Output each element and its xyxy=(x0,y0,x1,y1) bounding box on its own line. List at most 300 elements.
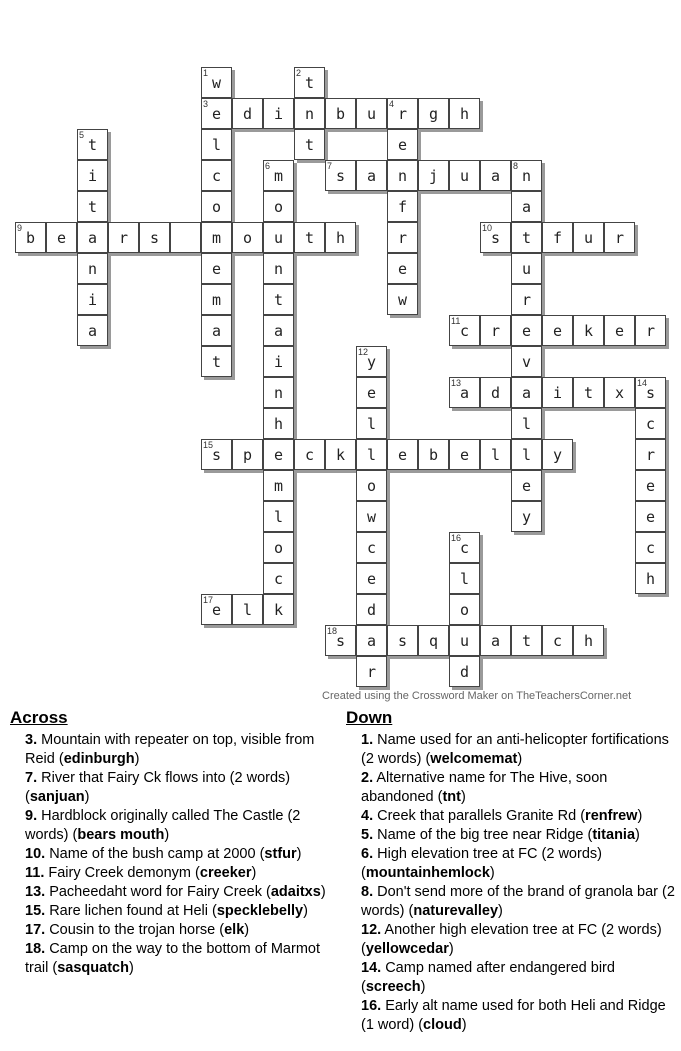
grid-cell[interactable] xyxy=(573,315,604,346)
cell-letter: c xyxy=(459,538,470,557)
grid-cell[interactable] xyxy=(635,377,666,408)
grid-cell[interactable] xyxy=(294,222,325,253)
cell-letter: e xyxy=(397,445,408,464)
grid-cell[interactable] xyxy=(480,377,511,408)
grid-cell[interactable] xyxy=(263,532,294,563)
grid-cell[interactable] xyxy=(511,160,542,191)
grid-cell[interactable] xyxy=(573,377,604,408)
grid-cell[interactable] xyxy=(325,160,356,191)
clue-item xyxy=(361,997,676,1035)
cell-letter: h xyxy=(645,569,656,588)
clue-text: Rare lichen found at Heli ( xyxy=(45,903,217,919)
cell-letter: t xyxy=(304,135,315,154)
grid-cell[interactable] xyxy=(356,346,387,377)
grid-cell[interactable] xyxy=(294,67,325,98)
clue-text: Camp on the way to the bottom of Marmot trail ( xyxy=(25,941,320,976)
grid-cell[interactable] xyxy=(77,222,108,253)
grid-cell[interactable] xyxy=(356,501,387,532)
clue-number: 1 xyxy=(203,68,209,78)
grid-cell[interactable] xyxy=(635,470,666,501)
clue-answer: specklebelly xyxy=(216,903,304,919)
clue-answer: bears mouth xyxy=(77,827,165,843)
cell-letter: a xyxy=(366,631,377,650)
clue-number: 5. xyxy=(361,827,374,843)
cell-letter: c xyxy=(552,631,563,650)
grid-cell[interactable] xyxy=(201,222,232,253)
cell-letter: t xyxy=(211,352,222,371)
grid-cell[interactable] xyxy=(511,408,542,439)
cell-letter: i xyxy=(273,352,284,371)
cell-letter: l xyxy=(242,600,253,619)
clue-close: ) xyxy=(84,789,90,805)
cell-letter: a xyxy=(459,383,470,402)
grid-cell[interactable] xyxy=(170,222,201,253)
cell-letter: o xyxy=(211,197,222,216)
grid-cell[interactable] xyxy=(356,160,387,191)
grid-cell[interactable] xyxy=(263,315,294,346)
grid-cell[interactable] xyxy=(635,315,666,346)
down-clues xyxy=(346,708,676,1035)
grid-cell[interactable] xyxy=(263,191,294,222)
clue-number: 9. xyxy=(25,808,38,824)
grid-cell[interactable] xyxy=(542,315,573,346)
grid-cell[interactable] xyxy=(356,563,387,594)
cell-letter: e xyxy=(211,600,222,619)
clue-number: 6. xyxy=(361,846,374,862)
grid-cell[interactable] xyxy=(263,563,294,594)
cell-letter: o xyxy=(273,197,284,216)
cell-letter: a xyxy=(87,321,98,340)
grid-cell[interactable] xyxy=(232,594,263,625)
grid-cell[interactable] xyxy=(387,222,418,253)
grid-cell[interactable] xyxy=(387,253,418,284)
grid-cell[interactable] xyxy=(449,439,480,470)
grid-cell[interactable] xyxy=(449,532,480,563)
grid-cell[interactable] xyxy=(325,625,356,656)
cell-letter: x xyxy=(614,383,625,402)
clue-text: Mountain with repeater on top, visible from Reid ( xyxy=(25,732,315,767)
cell-letter: d xyxy=(490,383,501,402)
grid-cell[interactable] xyxy=(480,625,511,656)
grid-cell[interactable] xyxy=(418,625,449,656)
cell-letter: i xyxy=(87,290,98,309)
grid-cell[interactable] xyxy=(635,563,666,594)
cell-letter: r xyxy=(490,321,501,340)
clue-close: ) xyxy=(164,827,170,843)
cell-letter: r xyxy=(614,228,625,247)
down-heading: Down xyxy=(346,708,393,727)
cell-letter: a xyxy=(87,228,98,247)
cell-letter: e xyxy=(552,321,563,340)
grid-cell[interactable] xyxy=(387,625,418,656)
cell-letter: g xyxy=(428,104,439,123)
clue-item xyxy=(25,883,335,902)
cell-letter: t xyxy=(521,228,532,247)
grid-cell[interactable] xyxy=(418,439,449,470)
cell-letter: w xyxy=(397,290,408,309)
grid-cell[interactable] xyxy=(201,160,232,191)
grid-cell[interactable] xyxy=(263,253,294,284)
clue-text: Don't send more of the brand of granola bar (2 words) ( xyxy=(361,884,675,919)
grid-cell[interactable] xyxy=(201,594,232,625)
cell-letter: e xyxy=(397,259,408,278)
grid-cell[interactable] xyxy=(77,315,108,346)
grid-cell[interactable] xyxy=(480,222,511,253)
grid-cell[interactable] xyxy=(480,160,511,191)
grid-cell[interactable] xyxy=(77,191,108,222)
cell-letter: l xyxy=(211,135,222,154)
grid-cell[interactable] xyxy=(635,439,666,470)
grid-cell[interactable] xyxy=(511,346,542,377)
cell-letter: u xyxy=(273,228,284,247)
clue-item xyxy=(361,845,676,883)
cell-letter: d xyxy=(459,662,470,681)
clue-answer: renfrew xyxy=(585,808,638,824)
grid-cell[interactable] xyxy=(480,315,511,346)
grid-cell[interactable] xyxy=(263,160,294,191)
grid-cell[interactable] xyxy=(511,315,542,346)
cell-letter: r xyxy=(645,321,656,340)
clue-number: 2 xyxy=(296,68,302,78)
clue-number: 15 xyxy=(203,440,214,450)
grid-cell[interactable] xyxy=(15,222,46,253)
clue-number: 12 xyxy=(358,347,369,357)
grid-cell[interactable] xyxy=(77,284,108,315)
grid-cell[interactable] xyxy=(635,532,666,563)
cell-letter: b xyxy=(335,104,346,123)
grid-cell[interactable] xyxy=(387,98,418,129)
cell-letter: e xyxy=(211,104,222,123)
grid-cell[interactable] xyxy=(201,98,232,129)
grid-cell[interactable] xyxy=(356,439,387,470)
cell-letter: m xyxy=(273,476,284,495)
cell-letter: y xyxy=(552,445,563,464)
grid-cell[interactable] xyxy=(542,222,573,253)
clue-number: 9 xyxy=(17,223,23,233)
cell-letter: h xyxy=(459,104,470,123)
grid-cell[interactable] xyxy=(356,470,387,501)
cell-letter: n xyxy=(273,259,284,278)
clue-number: 5 xyxy=(79,130,85,140)
grid-cell[interactable] xyxy=(542,625,573,656)
cell-letter: y xyxy=(521,507,532,526)
grid-cell[interactable] xyxy=(449,594,480,625)
cell-letter: s xyxy=(397,631,408,650)
clue-close: ) xyxy=(244,922,250,938)
clue-item xyxy=(25,864,335,883)
grid-cell[interactable] xyxy=(511,439,542,470)
clue-number: 14 xyxy=(637,378,648,388)
grid-cell[interactable] xyxy=(511,470,542,501)
cell-letter: o xyxy=(273,538,284,557)
cell-letter: s xyxy=(211,445,222,464)
cell-letter: e xyxy=(366,383,377,402)
grid-cell[interactable] xyxy=(201,129,232,160)
clue-number: 18. xyxy=(25,941,46,957)
clue-number: 18 xyxy=(327,626,338,636)
cell-letter: t xyxy=(304,228,315,247)
grid-cell[interactable] xyxy=(263,284,294,315)
grid-cell[interactable] xyxy=(635,408,666,439)
cell-letter: h xyxy=(335,228,346,247)
grid-cell[interactable] xyxy=(201,346,232,377)
clue-text: Name used for an anti-helicopter fortifications (2 words) ( xyxy=(361,732,669,767)
clue-close: ) xyxy=(420,979,426,995)
grid-cell[interactable] xyxy=(356,377,387,408)
across-list xyxy=(10,731,335,978)
cell-letter: s xyxy=(335,166,346,185)
cell-letter: t xyxy=(304,73,315,92)
grid-cell[interactable] xyxy=(294,129,325,160)
clue-text: Creek that parallels Granite Rd ( xyxy=(373,808,586,824)
clue-number: 17 xyxy=(203,595,214,605)
clue-close: ) xyxy=(637,808,643,824)
grid-cell[interactable] xyxy=(573,625,604,656)
grid-cell[interactable] xyxy=(325,439,356,470)
clue-answer: stfur xyxy=(264,846,297,862)
cell-letter xyxy=(171,223,200,252)
clue-text: High elevation tree at FC (2 words) ( xyxy=(361,846,602,881)
clue-close: ) xyxy=(489,865,495,881)
cell-letter: n xyxy=(521,166,532,185)
grid-cell[interactable] xyxy=(356,625,387,656)
cell-letter: a xyxy=(366,166,377,185)
grid-cell[interactable] xyxy=(356,532,387,563)
credit-line: Created using the Crossword Maker on TheTeachersCorner.net xyxy=(322,690,632,702)
grid-cell[interactable] xyxy=(511,191,542,222)
cell-letter: c xyxy=(211,166,222,185)
grid-cell[interactable] xyxy=(108,222,139,253)
grid-cell[interactable] xyxy=(201,191,232,222)
cell-letter: l xyxy=(273,507,284,526)
grid-cell[interactable] xyxy=(511,625,542,656)
clue-close: ) xyxy=(635,827,640,843)
cell-letter: w xyxy=(211,73,222,92)
clue-number: 16. xyxy=(361,998,382,1014)
cell-letter: l xyxy=(366,445,377,464)
cell-letter: k xyxy=(583,321,594,340)
grid-cell[interactable] xyxy=(511,377,542,408)
cell-letter: n xyxy=(87,259,98,278)
cell-letter: t xyxy=(521,631,532,650)
grid-cell[interactable] xyxy=(449,625,480,656)
clue-item xyxy=(361,807,676,826)
cell-letter: l xyxy=(490,445,501,464)
cell-letter: b xyxy=(428,445,439,464)
cell-letter: u xyxy=(459,631,470,650)
clue-answer: creeker xyxy=(199,865,252,881)
cell-letter: e xyxy=(366,569,377,588)
cell-letter: f xyxy=(397,197,408,216)
clue-item xyxy=(25,940,335,978)
grid-cell[interactable] xyxy=(201,67,232,98)
cell-letter: h xyxy=(273,414,284,433)
grid-cell[interactable] xyxy=(449,563,480,594)
clue-item xyxy=(25,807,335,845)
grid-cell[interactable] xyxy=(325,98,356,129)
cell-letter: a xyxy=(521,383,532,402)
clue-text: Alternative name for The Hive, soon abandoned ( xyxy=(361,770,608,805)
cell-letter: e xyxy=(211,259,222,278)
clue-item xyxy=(25,902,335,921)
grid-cell[interactable] xyxy=(511,253,542,284)
grid-cell[interactable] xyxy=(201,284,232,315)
clue-item xyxy=(361,826,676,845)
clue-answer: tnt xyxy=(442,789,461,805)
clue-item xyxy=(25,921,335,940)
cell-letter: a xyxy=(521,197,532,216)
cell-letter: l xyxy=(521,445,532,464)
cell-letter: l xyxy=(366,414,377,433)
clue-item xyxy=(361,769,676,807)
grid-cell[interactable] xyxy=(201,315,232,346)
clue-answer: mountainhemlock xyxy=(365,865,490,881)
cell-letter: s xyxy=(490,228,501,247)
clue-item xyxy=(361,731,676,769)
grid-cell[interactable] xyxy=(294,439,325,470)
cell-letter: q xyxy=(428,631,439,650)
clue-close: ) xyxy=(251,865,257,881)
clue-text: Early alt name used for both Heli and Ridge (1 word) ( xyxy=(361,998,666,1033)
clue-close: ) xyxy=(448,941,454,957)
clue-text: River that Fairy Ck flows into (2 words) ( xyxy=(25,770,291,805)
clue-number: 4. xyxy=(361,808,374,824)
cell-letter: r xyxy=(366,662,377,681)
grid-cell[interactable] xyxy=(263,470,294,501)
clue-item xyxy=(25,845,335,864)
cell-letter: n xyxy=(273,383,284,402)
cell-letter: r xyxy=(645,445,656,464)
cell-letter: c xyxy=(273,569,284,588)
cell-letter: e xyxy=(521,476,532,495)
cell-letter: f xyxy=(552,228,563,247)
grid-cell[interactable] xyxy=(356,408,387,439)
clue-close: ) xyxy=(296,846,302,862)
grid-cell[interactable] xyxy=(511,501,542,532)
clue-answer: adaitxs xyxy=(270,884,321,900)
grid-cell[interactable] xyxy=(449,98,480,129)
grid-cell[interactable] xyxy=(418,98,449,129)
clue-number: 17. xyxy=(25,922,46,938)
cell-letter: e xyxy=(459,445,470,464)
grid-cell[interactable] xyxy=(263,408,294,439)
cell-letter: r xyxy=(521,290,532,309)
clue-text: Another high elevation tree at FC (2 words) ( xyxy=(361,922,662,957)
clue-answer: naturevalley xyxy=(413,903,499,919)
grid-cell[interactable] xyxy=(46,222,77,253)
cell-letter: u xyxy=(366,104,377,123)
grid-cell[interactable] xyxy=(604,222,635,253)
grid-cell[interactable] xyxy=(77,253,108,284)
grid-cell[interactable] xyxy=(604,377,635,408)
grid-cell[interactable] xyxy=(77,160,108,191)
grid-cell[interactable] xyxy=(263,222,294,253)
clue-close: ) xyxy=(128,960,134,976)
grid-cell[interactable] xyxy=(542,377,573,408)
cell-letter: c xyxy=(645,414,656,433)
cell-letter: c xyxy=(645,538,656,557)
cell-letter: s xyxy=(335,631,346,650)
grid-cell[interactable] xyxy=(139,222,170,253)
grid-cell[interactable] xyxy=(232,439,263,470)
grid-cell[interactable] xyxy=(356,594,387,625)
grid-cell[interactable] xyxy=(263,439,294,470)
grid-cell[interactable] xyxy=(511,222,542,253)
grid-cell[interactable] xyxy=(387,160,418,191)
grid-cell[interactable] xyxy=(418,160,449,191)
cell-letter: j xyxy=(428,166,439,185)
grid-cell[interactable] xyxy=(232,98,263,129)
down-list xyxy=(346,731,676,1035)
grid-cell[interactable] xyxy=(263,501,294,532)
clue-answer: sanjuan xyxy=(29,789,85,805)
cell-letter: e xyxy=(614,321,625,340)
cell-letter: i xyxy=(87,166,98,185)
grid-cell[interactable] xyxy=(387,439,418,470)
grid-cell[interactable] xyxy=(511,284,542,315)
grid-cell[interactable] xyxy=(356,656,387,687)
grid-cell[interactable] xyxy=(604,315,635,346)
cell-letter: e xyxy=(521,321,532,340)
grid-cell[interactable] xyxy=(201,439,232,470)
grid-cell[interactable] xyxy=(449,656,480,687)
clue-answer: edinburgh xyxy=(63,751,135,767)
grid-cell[interactable] xyxy=(263,377,294,408)
grid-cell[interactable] xyxy=(449,315,480,346)
cell-letter: k xyxy=(335,445,346,464)
clue-text: Name of the bush camp at 2000 ( xyxy=(45,846,265,862)
grid-cell[interactable] xyxy=(294,98,325,129)
grid-cell[interactable] xyxy=(325,222,356,253)
grid-cell[interactable] xyxy=(263,594,294,625)
cell-letter: l xyxy=(459,569,470,588)
cell-letter: u xyxy=(521,259,532,278)
cell-letter: r xyxy=(397,104,408,123)
grid-cell[interactable] xyxy=(263,346,294,377)
grid-cell[interactable] xyxy=(77,129,108,160)
grid-cell[interactable] xyxy=(635,501,666,532)
clue-item xyxy=(25,769,335,807)
cell-letter: y xyxy=(366,352,377,371)
clue-number: 3 xyxy=(203,99,209,109)
clue-item xyxy=(361,883,676,921)
grid-cell[interactable] xyxy=(573,222,604,253)
grid-cell[interactable] xyxy=(263,98,294,129)
grid-cell[interactable] xyxy=(480,439,511,470)
grid-cell[interactable] xyxy=(387,284,418,315)
grid-cell[interactable] xyxy=(356,98,387,129)
clue-number: 8. xyxy=(361,884,374,900)
cell-letter: c xyxy=(366,538,377,557)
cell-letter: d xyxy=(242,104,253,123)
cell-letter: e xyxy=(397,135,408,154)
cell-letter: a xyxy=(211,321,222,340)
clue-item xyxy=(361,921,676,959)
grid-cell[interactable] xyxy=(542,439,573,470)
clue-answer: cloud xyxy=(423,1017,462,1033)
grid-cell[interactable] xyxy=(449,160,480,191)
grid-cell[interactable] xyxy=(449,377,480,408)
clue-text: Fairy Creek demonym ( xyxy=(44,865,200,881)
clue-close: ) xyxy=(461,1017,467,1033)
clue-item xyxy=(361,959,676,997)
grid-cell[interactable] xyxy=(387,191,418,222)
clue-number: 13. xyxy=(25,884,46,900)
grid-cell[interactable] xyxy=(232,222,263,253)
grid-cell[interactable] xyxy=(387,129,418,160)
clue-number: 7. xyxy=(25,770,38,786)
grid-cell[interactable] xyxy=(201,253,232,284)
